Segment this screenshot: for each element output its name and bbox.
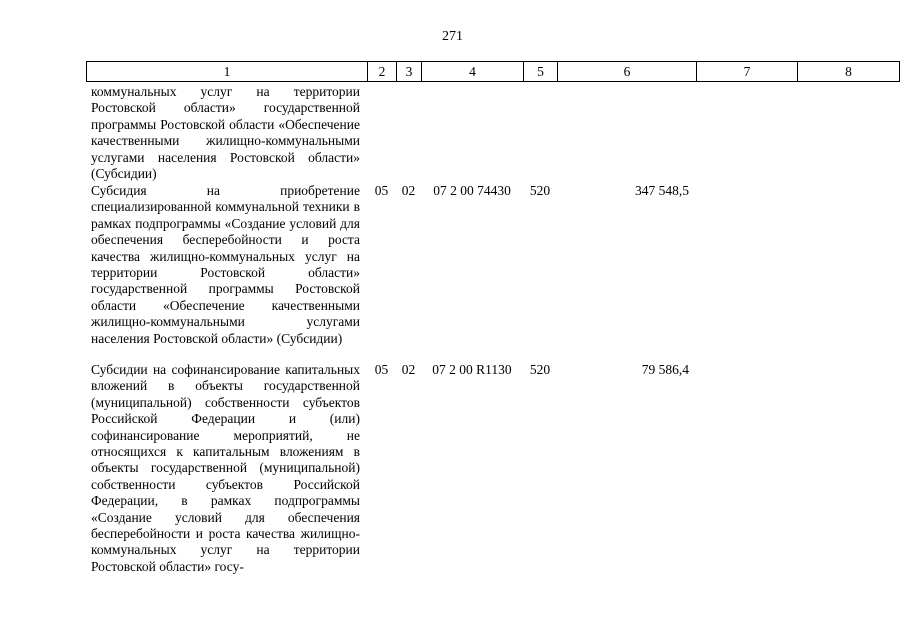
table-row xyxy=(86,84,898,182)
row-amount xyxy=(557,84,696,182)
row-target-article-code xyxy=(421,84,523,182)
row-col7 xyxy=(696,362,797,575)
row-col7 xyxy=(696,183,797,347)
row-section-code xyxy=(367,84,396,182)
row-expense-type-code: 520 xyxy=(529,183,551,198)
row-col8 xyxy=(797,362,898,575)
table-header xyxy=(86,61,900,82)
column-header-1: 1 xyxy=(87,62,368,81)
column-header-5: 5 xyxy=(524,62,558,81)
row-expense-type-code xyxy=(523,84,557,182)
row-section-code: 05 xyxy=(374,183,389,198)
column-header-4: 4 xyxy=(422,62,524,81)
table-row xyxy=(86,362,898,575)
column-header-7: 7 xyxy=(697,62,798,81)
row-subsection-code: 02 xyxy=(401,183,416,198)
row-subsection-code: 02 xyxy=(401,362,416,377)
table-row xyxy=(86,183,898,347)
row-col8 xyxy=(797,183,898,347)
row-amount: 347 548,5 xyxy=(635,183,689,198)
row-col7 xyxy=(696,84,797,182)
column-header-8: 8 xyxy=(845,64,852,79)
column-header-6: 6 xyxy=(558,62,697,81)
row-subsection-code xyxy=(396,84,421,182)
row-description: Субсидии на софинансирование капитальных вложений в объекты государственной (муниципальной) собственности субъектов Российской Федерации и (или) софинансирование мероприятий, не относящихся к капитальным вложениям в объекты государственной (муниципальной) собственности субъектов Российской Федерации, в рамках подпрограммы «Создание условий для обеспечения бесперебойности и роста качества жилищно-коммунальных услуг на территории Ростовской области» госу- xyxy=(91,362,360,574)
row-amount: 79 586,4 xyxy=(641,362,689,377)
row-col8 xyxy=(797,84,898,182)
column-header-3: 3 xyxy=(397,62,422,81)
row-target-article-code: 07 2 00 74430 xyxy=(433,183,511,198)
row-section-code: 05 xyxy=(374,362,389,377)
row-expense-type-code: 520 xyxy=(529,362,551,377)
row-description: Субсидия на приобретение специализированной коммунальной техники в рамках подпрограммы «Создание условий для обеспечения бесперебойности и роста качества жилищно-коммунальных услуг на территории Ростовской области» государственной программы Ростовской области «Обеспечение качественными жилищно-коммунальными услугами населения Ростовской области» (Субсидии) xyxy=(91,183,360,346)
page-number: 271 xyxy=(442,29,463,44)
row-target-article-code: 07 2 00 R1130 xyxy=(432,362,512,377)
column-header-2: 2 xyxy=(368,62,397,81)
row-description: коммунальных услуг на территории Ростовской области» государственной программы Ростовской области «Обеспечение качественными жилищно-коммунальными услугами населения Ростовской области» (Субсидии) xyxy=(91,84,360,182)
